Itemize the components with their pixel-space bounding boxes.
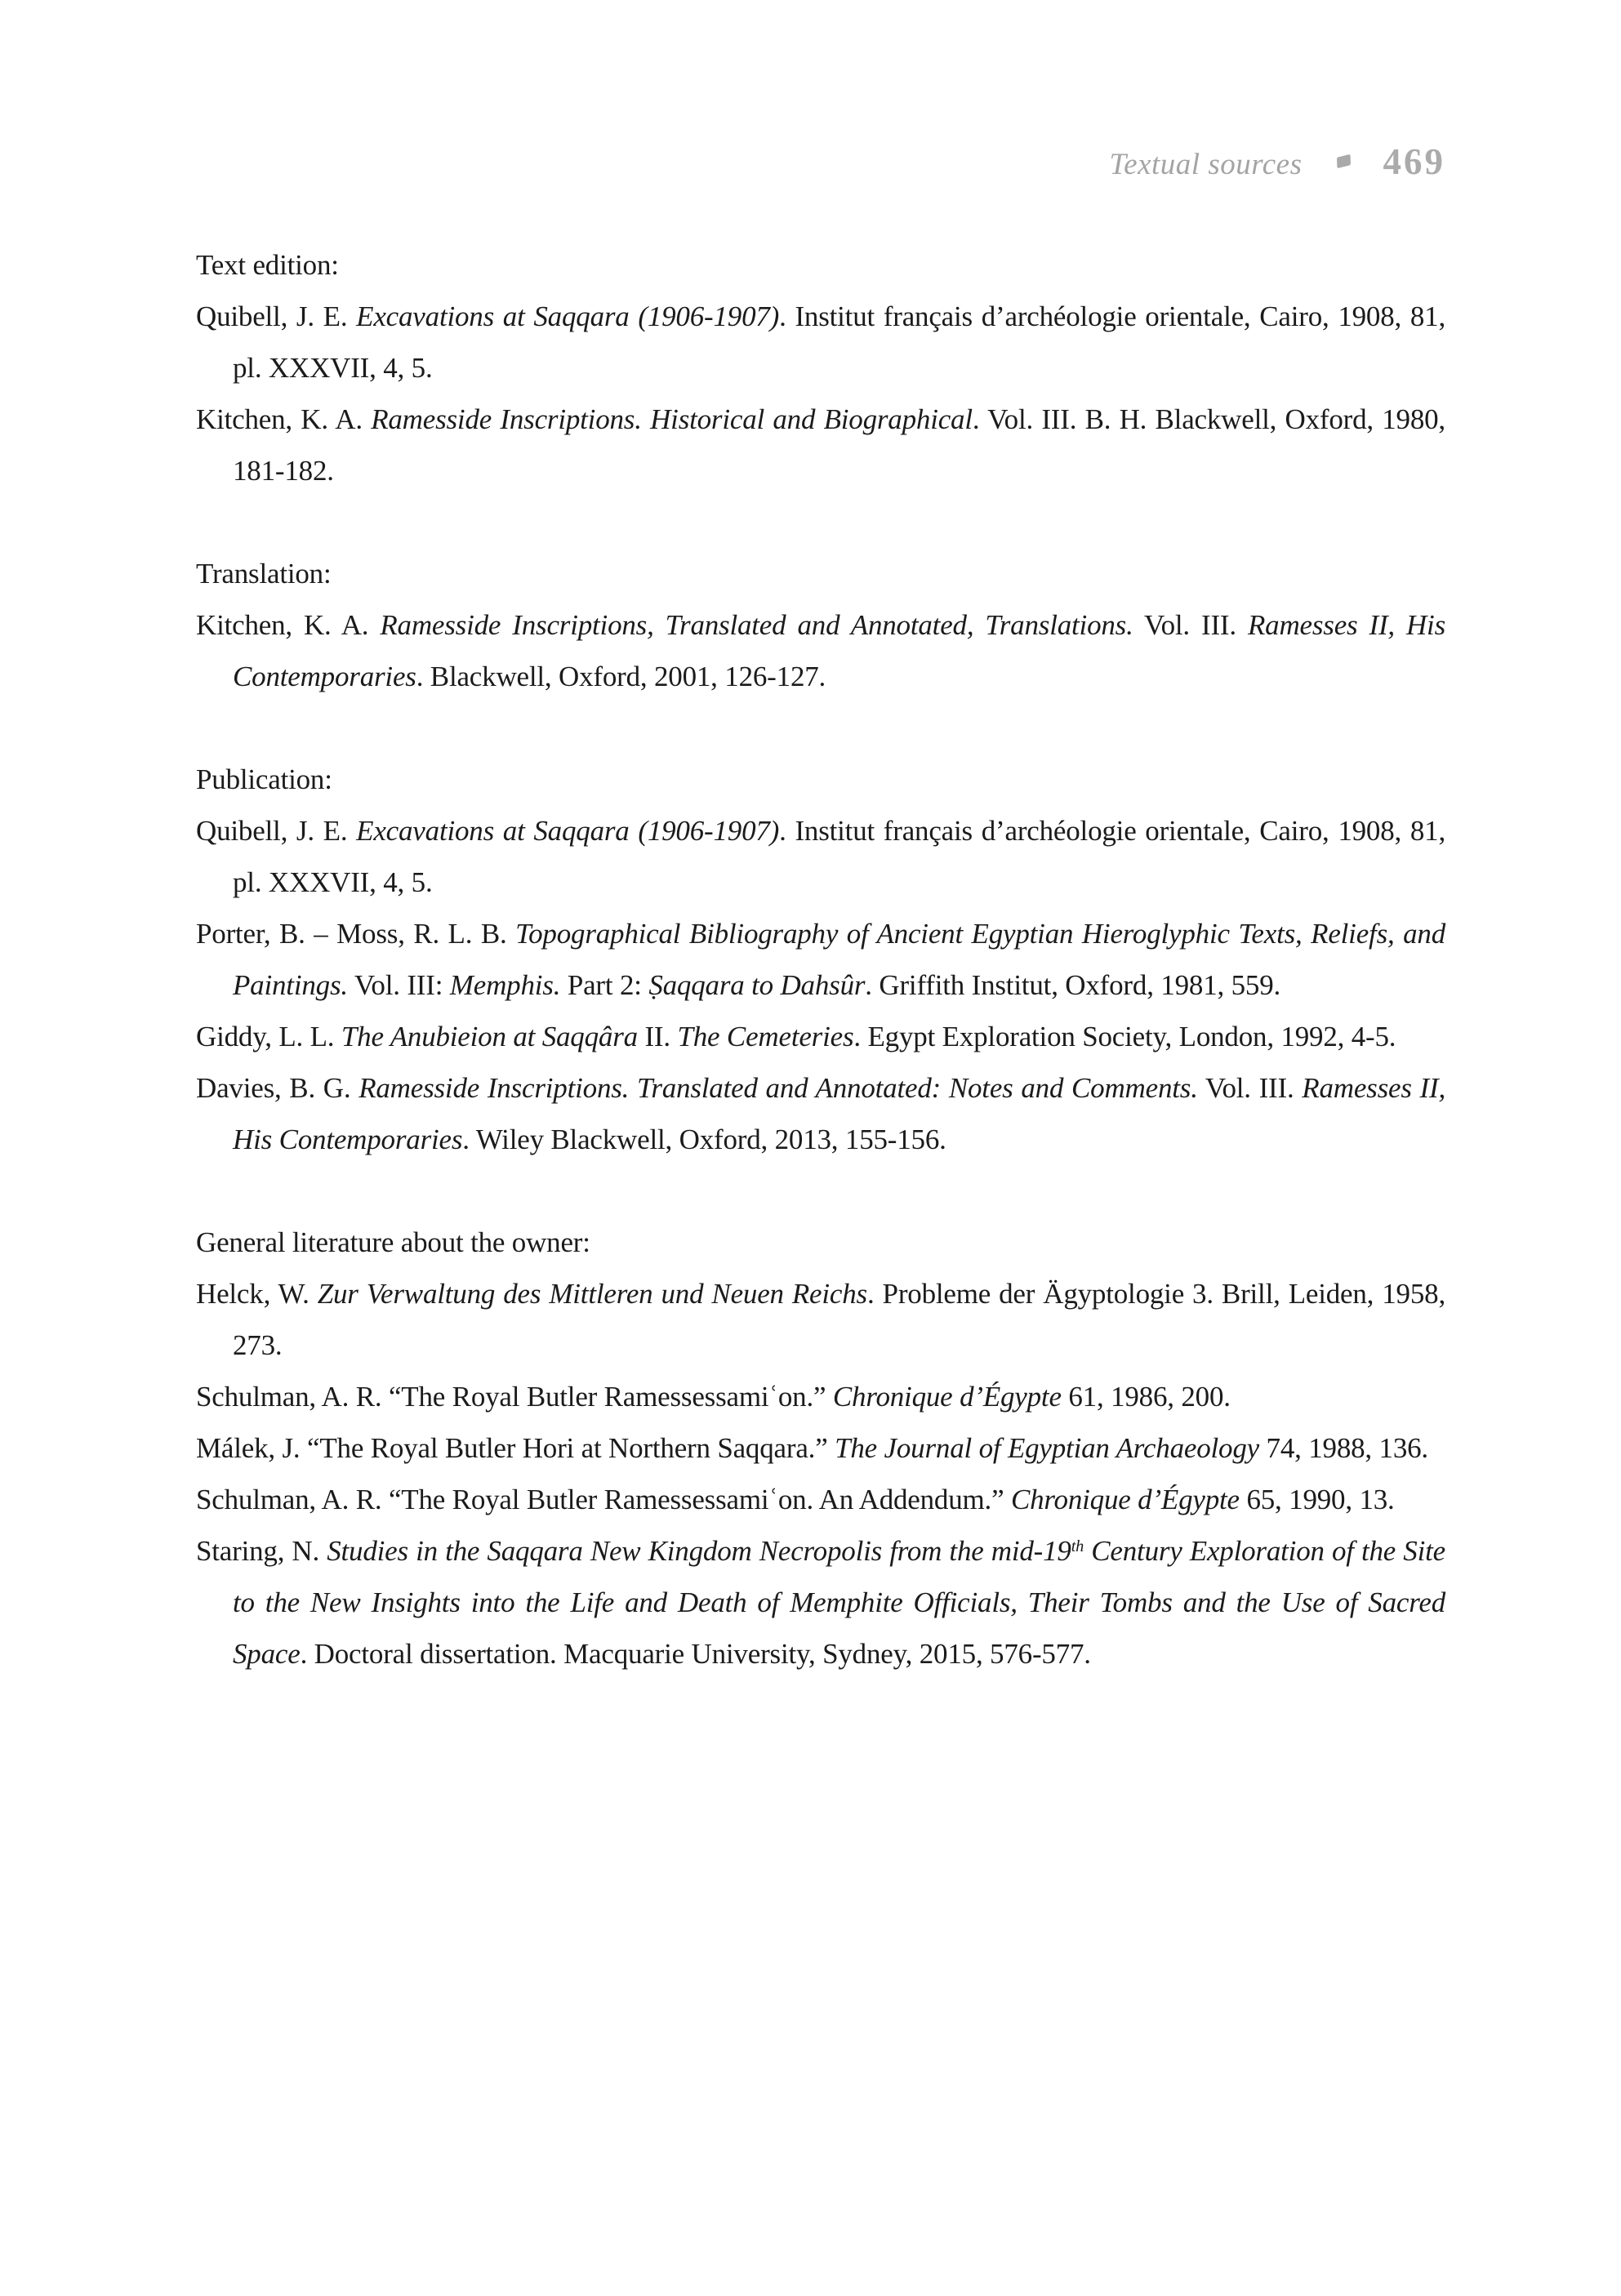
entry-text-run: . Institut français d’archéologie orientale, Cairo, 1908, 81, pl. XXXVII, 4, 5. xyxy=(233,815,1446,898)
entry-text-run: Quibell, J. E. xyxy=(196,815,357,847)
entry-title-run: Memphis. xyxy=(449,969,561,1001)
entry-title-run: Ramesses II, His Contemporaries xyxy=(233,1072,1446,1155)
bibliography-entry xyxy=(196,805,1445,908)
section-heading: Publication: xyxy=(196,763,332,795)
bibliography-entry xyxy=(196,394,1445,496)
entry-text-run: Davies, B. G. xyxy=(196,1072,359,1104)
entry-title-run: Ramesses II, His Contemporaries xyxy=(233,609,1445,692)
entry-text-run: Kitchen, K. A. xyxy=(196,403,372,435)
entry-title-run: Studies in the Saqqara New Kingdom Necropolis from the mid-19 xyxy=(327,1535,1071,1567)
bibliography-section xyxy=(196,239,1445,496)
entry-text-run: . Egypt Exploration Society, London, 1992, 4-5. xyxy=(853,1021,1396,1052)
entry-title-run: Excavations at Saqqara (1906-1907) xyxy=(356,300,780,332)
entry-text-run: Kitchen, K. A. xyxy=(196,609,381,641)
entry-title-run: Century Exploration of the Site to the New Insights into the Life and Death of Memphite Officials, Their Tombs and the Use of Sacred Space xyxy=(233,1535,1445,1670)
entry-text-run: 74, 1988, 136. xyxy=(1258,1432,1428,1464)
entry-title-run: Chronique d’Égypte xyxy=(832,1381,1062,1413)
entry-text-run: . Doctoral dissertation. Macquarie University, Sydney, 2015, 576-577. xyxy=(300,1638,1091,1670)
entry-text-run: Schulman, A. R. “The Royal Butler Ramessessamiʿon.” xyxy=(196,1381,833,1413)
bibliography-entry xyxy=(196,1011,1445,1062)
entry-text-run: 61, 1986, 200. xyxy=(1061,1381,1231,1413)
bibliography-section xyxy=(196,1217,1445,1680)
bibliography-section xyxy=(196,754,1445,1165)
entry-text-run: . Blackwell, Oxford, 2001, 126-127. xyxy=(416,661,826,692)
entry-text-run: Helck, W. xyxy=(196,1278,318,1310)
bibliography-entry xyxy=(196,291,1445,394)
entry-title-run: Ṣaqqara to Dahsûr xyxy=(648,969,866,1001)
entry-text-run: Staring, N. xyxy=(196,1535,327,1567)
bibliography-entry xyxy=(196,1371,1445,1422)
section-heading: Text edition: xyxy=(196,249,339,281)
entry-text-run: Porter, B. – Moss, R. L. B. xyxy=(196,918,516,950)
bibliography-content xyxy=(196,239,1445,1680)
bibliography-entry xyxy=(196,1062,1445,1165)
entry-text-run: . Wiley Blackwell, Oxford, 2013, 155-156. xyxy=(462,1124,946,1155)
section-heading: Translation: xyxy=(196,558,332,590)
entry-title-run: Ramesside Inscriptions. Translated and Annotated: Notes and Comments. xyxy=(358,1072,1198,1104)
running-title: Textual sources xyxy=(1109,148,1303,181)
entry-title-run: The Cemeteries xyxy=(677,1021,854,1052)
entry-title-run: Ramesside Inscriptions, Translated and Annotated, Translations. xyxy=(380,609,1133,641)
bibliography-entry xyxy=(196,1525,1445,1680)
entry-title-run: Ramesside Inscriptions. Historical and Biographical xyxy=(371,403,973,435)
entry-text-run: . Griffith Institut, Oxford, 1981, 559. xyxy=(865,969,1281,1001)
entry-text-run: 65, 1990, 13. xyxy=(1239,1484,1395,1515)
entry-text-run: . Vol. III. B. H. Blackwell, Oxford, 1980, 181-182. xyxy=(233,403,1445,487)
section-heading: General literature about the owner: xyxy=(196,1226,590,1258)
entry-title-run: Excavations at Saqqara (1906-1907) xyxy=(356,815,780,847)
entry-title-run: th xyxy=(1071,1537,1084,1555)
entry-text-run: . Probleme der Ägyptologie 3. Brill, Leiden, 1958, 273. xyxy=(233,1278,1445,1361)
entry-text-run: Vol. III. xyxy=(1197,1072,1303,1104)
entry-text-run: Málek, J. “The Royal Butler Hori at Northern Saqqara.” xyxy=(196,1432,835,1464)
bibliography-entry xyxy=(196,599,1445,702)
bibliography-entry xyxy=(196,908,1445,1011)
entry-text-run: Giddy, L. L. xyxy=(196,1021,341,1052)
diamond-leaf-ornament-icon xyxy=(1337,154,1351,168)
page-number: 469 xyxy=(1383,141,1445,182)
entry-title-run: The Journal of Egyptian Archaeology xyxy=(835,1432,1259,1464)
entry-text-run: Schulman, A. R. “The Royal Butler Ramessessamiʿon. An Addendum.” xyxy=(196,1484,1011,1515)
entry-text-run: Part 2: xyxy=(560,969,649,1001)
entry-text-run: Vol. III. xyxy=(1133,609,1248,641)
entry-title-run: Zur Verwaltung des Mittleren und Neuen Reichs xyxy=(317,1278,867,1310)
entry-title-run: Topographical Bibliography of Ancient Egyptian Hieroglyphic Texts, Reliefs, and Paintings. xyxy=(233,918,1445,1001)
entry-text-run: II. xyxy=(637,1021,678,1052)
bibliography-section xyxy=(196,548,1445,702)
bibliography-entry xyxy=(196,1268,1445,1371)
entry-title-run: Chronique d’Égypte xyxy=(1010,1484,1240,1515)
entry-title-run: The Anubieion at Saqqâra xyxy=(341,1021,638,1052)
bibliography-entry xyxy=(196,1474,1445,1525)
bibliography-entry xyxy=(196,1422,1445,1474)
page-header xyxy=(196,140,1445,183)
entry-text-run: Quibell, J. E. xyxy=(196,300,357,332)
entry-text-run: . Institut français d’archéologie orientale, Cairo, 1908, 81, pl. XXXVII, 4, 5. xyxy=(233,300,1446,384)
entry-text-run: Vol. III: xyxy=(347,969,450,1001)
